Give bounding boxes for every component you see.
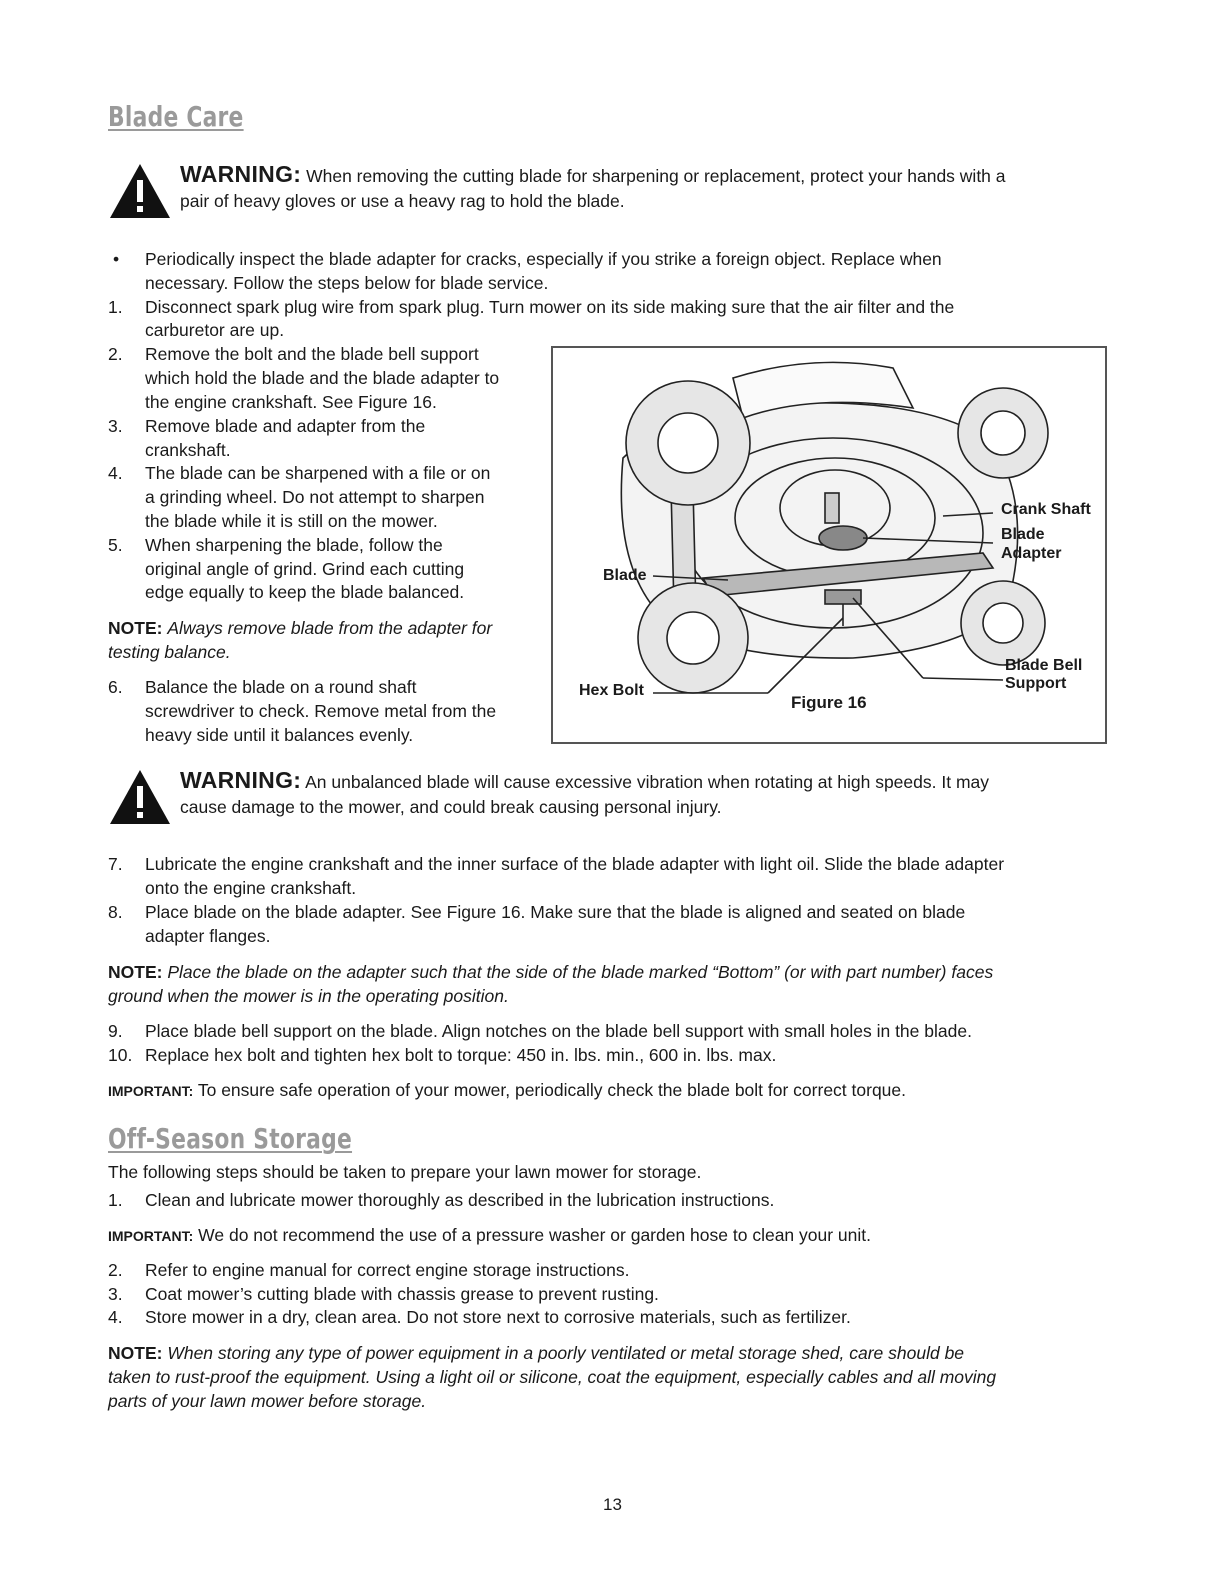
warning-triangle-icon: [108, 768, 172, 826]
important-label: IMPORTANT:: [108, 1083, 194, 1099]
note-1-line1: [108, 617, 492, 641]
step-4-line2: a grinding wheel. Do not attempt to sharpen: [145, 487, 485, 507]
label-blade-adapter-line1: Blade: [1001, 526, 1045, 543]
storage-step-2-number: 2.: [108, 1260, 123, 1280]
warning-label: WARNING:: [180, 161, 302, 187]
step-8-number: 8.: [108, 902, 123, 922]
storage-step-3-number: 3.: [108, 1284, 123, 1304]
label-hex-bolt: Hex Bolt: [579, 682, 644, 699]
step-7-number: 7.: [108, 854, 123, 874]
note-text: When storing any type of power equipment in a poorly ventilated or metal storage shed, care should be: [167, 1343, 965, 1363]
label-blade-bell-line2: Support: [1005, 675, 1067, 692]
storage-step-3-text: Coat mower’s cutting blade with chassis grease to prevent rusting.: [145, 1284, 659, 1304]
warning-text-line1: When removing the cutting blade for sharpening or replacement, protect your hands with a: [306, 166, 1006, 186]
step-4-line3: the blade while it is still on the mower.: [145, 511, 438, 531]
important-label: IMPORTANT:: [108, 1228, 194, 1244]
step-7-line2: onto the engine crankshaft.: [145, 878, 357, 898]
off-season-storage-title: Off-Season Storage: [108, 1122, 353, 1155]
note-text: Place the blade on the adapter such that the side of the blade marked “Bottom” (or with part number) faces: [167, 962, 994, 982]
step-4-line1: The blade can be sharpened with a file or on: [145, 463, 491, 483]
important-2: [108, 1224, 871, 1249]
storage-step-4-text: Store mower in a dry, clean area. Do not store next to corrosive materials, such as fertilizer.: [145, 1307, 851, 1327]
warning-text-line2: cause damage to the mower, and could break causing personal injury.: [180, 797, 722, 817]
step-4-number: 4.: [108, 463, 123, 483]
step-9-text: Place blade bell support on the blade. Align notches on the blade bell support with small holes in the blade.: [145, 1021, 972, 1041]
label-blade-adapter-line2: Adapter: [1001, 545, 1062, 562]
label-blade: Blade: [603, 567, 647, 584]
step-2-line2: which hold the blade and the blade adapter to: [145, 368, 500, 388]
step-3-line1: Remove blade and adapter from the: [145, 416, 426, 436]
note-label: NOTE:: [108, 1343, 163, 1363]
step-10-text: Replace hex bolt and tighten hex bolt to torque: 450 in. lbs. min., 600 in. lbs. max.: [145, 1045, 777, 1065]
step-2-line1: Remove the bolt and the blade bell support: [145, 344, 479, 364]
step-3-number: 3.: [108, 416, 123, 436]
note-2-line1: [108, 961, 993, 985]
warning-1: [108, 162, 1108, 222]
step-5-line1: When sharpening the blade, follow the: [145, 535, 443, 555]
warning-2: [108, 768, 1108, 828]
figure-16: [551, 346, 1107, 744]
storage-step-2-text: Refer to engine manual for correct engine storage instructions.: [145, 1260, 630, 1280]
note-text: Always remove blade from the adapter for: [167, 618, 493, 638]
label-blade-bell-line1: Blade Bell: [1005, 657, 1083, 674]
step-6-number: 6.: [108, 677, 123, 697]
step-10-number: 10.: [108, 1045, 133, 1065]
important-text: We do not recommend the use of a pressure washer or garden hose to clean your unit.: [198, 1225, 872, 1245]
note-1-line2: testing balance.: [108, 642, 231, 662]
note-label: NOTE:: [108, 618, 163, 638]
step-8-line1: Place blade on the blade adapter. See Figure 16. Make sure that the blade is aligned and seated on blade: [145, 902, 966, 922]
off-season-intro: The following steps should be taken to prepare your lawn mower for storage.: [108, 1162, 702, 1182]
step-9-number: 9.: [108, 1021, 123, 1041]
figure-caption: Figure 16: [791, 693, 867, 712]
page-number: 13: [603, 1495, 622, 1514]
storage-step-1-text: Clean and lubricate mower thoroughly as described in the lubrication instructions.: [145, 1190, 775, 1210]
step-1-line1: Disconnect spark plug wire from spark plug. Turn mower on its side making sure that the air filter and the: [145, 297, 955, 317]
storage-note-line1: [108, 1342, 964, 1366]
bullet-text-line1: Periodically inspect the blade adapter for cracks, especially if you strike a foreign object. Replace when: [145, 249, 942, 269]
step-2-number: 2.: [108, 344, 123, 364]
step-6-line2: screwdriver to check. Remove metal from the: [145, 701, 497, 721]
note-label: NOTE:: [108, 962, 163, 982]
important-text: To ensure safe operation of your mower, periodically check the blade bolt for correct torque.: [197, 1080, 907, 1100]
storage-note-line3: parts of your lawn mower before storage.: [108, 1391, 427, 1411]
bullet-marker: •: [113, 249, 120, 269]
warning-triangle-icon: [108, 162, 172, 220]
warning-text-line2: pair of heavy gloves or use a heavy rag to hold the blade.: [180, 191, 625, 211]
blade-care-title: Blade Care: [108, 100, 244, 133]
step-6-line1: Balance the blade on a round shaft: [145, 677, 417, 697]
bullet-text-line2: necessary. Follow the steps below for blade service.: [145, 273, 549, 293]
step-5-line2: original angle of grind. Grind each cutting: [145, 559, 465, 579]
note-2-line2: ground when the mower is in the operating position.: [108, 986, 509, 1006]
step-5-number: 5.: [108, 535, 123, 555]
storage-step-1-number: 1.: [108, 1190, 123, 1210]
important-1: [108, 1079, 906, 1104]
label-crank-shaft: Crank Shaft: [1001, 501, 1091, 518]
step-7-line1: Lubricate the engine crankshaft and the inner surface of the blade adapter with light oil. Slide the blade adapter: [145, 854, 1005, 874]
step-5-line3: edge equally to keep the blade balanced.: [145, 582, 465, 602]
step-1-number: 1.: [108, 297, 123, 317]
storage-step-4-number: 4.: [108, 1307, 123, 1327]
warning-text-line1: An unbalanced blade will cause excessive vibration when rotating at high speeds. It may: [305, 772, 990, 792]
warning-label: WARNING:: [180, 767, 302, 793]
step-3-line2: crankshaft.: [145, 440, 231, 460]
step-6-line3: heavy side until it balances evenly.: [145, 725, 414, 745]
step-1-line2: carburetor are up.: [145, 320, 285, 340]
step-2-line3: the engine crankshaft. See Figure 16.: [145, 392, 437, 412]
storage-note-line2: taken to rust-proof the equipment. Using a light oil or silicone, coat the equipment, especially cables and all moving: [108, 1367, 997, 1387]
step-8-line2: adapter flanges.: [145, 926, 271, 946]
